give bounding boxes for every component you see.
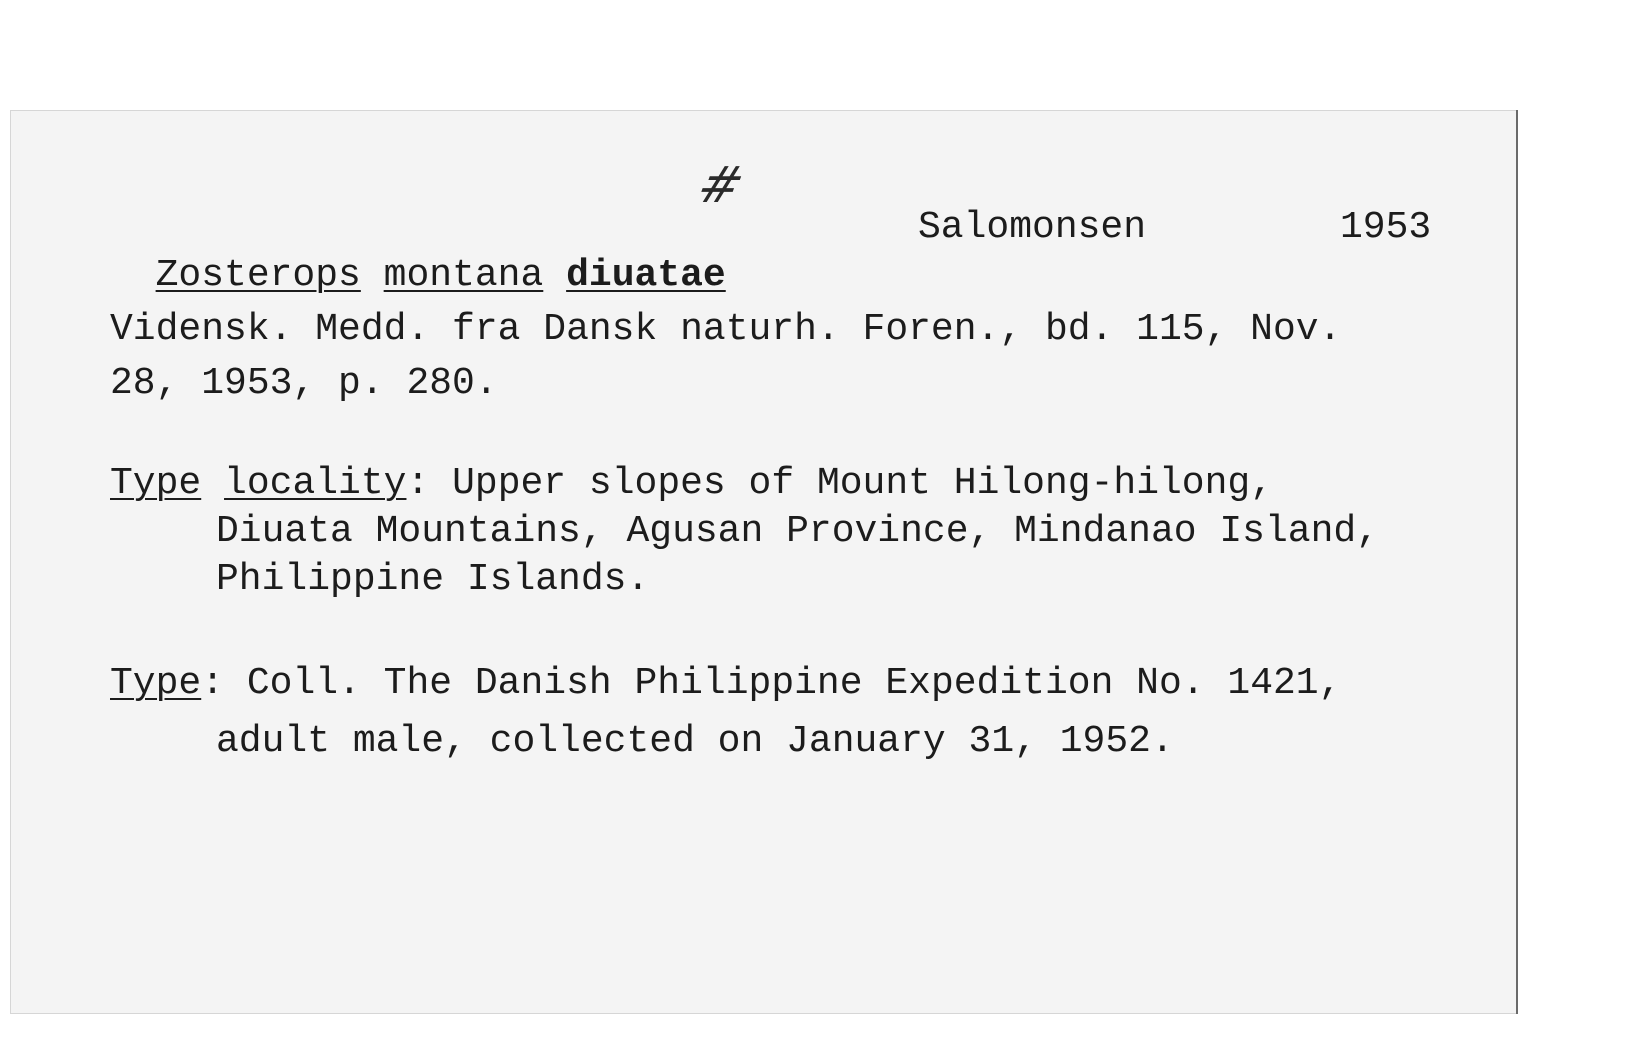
type-locality-line-2: Diuata Mountains, Agusan Province, Mindanao Island, (216, 510, 1379, 553)
type-line-1 (110, 660, 1341, 708)
citation-line-2: 28, 1953, p. 280. (110, 362, 498, 405)
citation-line-1: Vidensk. Medd. fra Dansk naturh. Foren., bd. 115, Nov. (110, 308, 1342, 351)
type-line-2: adult male, collected on January 31, 1952. (216, 720, 1174, 763)
hash-annotation-mark: # (689, 156, 753, 214)
heading-line (110, 204, 726, 300)
type-locality-separator: : (406, 462, 430, 505)
type-text-1: Coll. The Danish Philippine Expedition No. 1421, (224, 662, 1342, 705)
genus-name: Zosterops (155, 254, 361, 297)
type-locality-label-word-2: locality (224, 462, 407, 505)
publication-year: 1953 (1340, 206, 1432, 249)
type-locality-line-3: Philippine Islands. (216, 558, 650, 601)
type-locality-text-1: Upper slopes of Mount Hilong-hilong, (429, 462, 1274, 505)
type-locality-label-word-1: Type (110, 462, 202, 505)
subspecies-name: diuatae (566, 254, 726, 297)
author-name: Salomonsen (918, 206, 1147, 249)
species-name: montana (383, 254, 544, 297)
type-label: Type (110, 662, 202, 705)
type-separator: : (201, 662, 225, 705)
type-locality-line-1 (110, 460, 1273, 508)
